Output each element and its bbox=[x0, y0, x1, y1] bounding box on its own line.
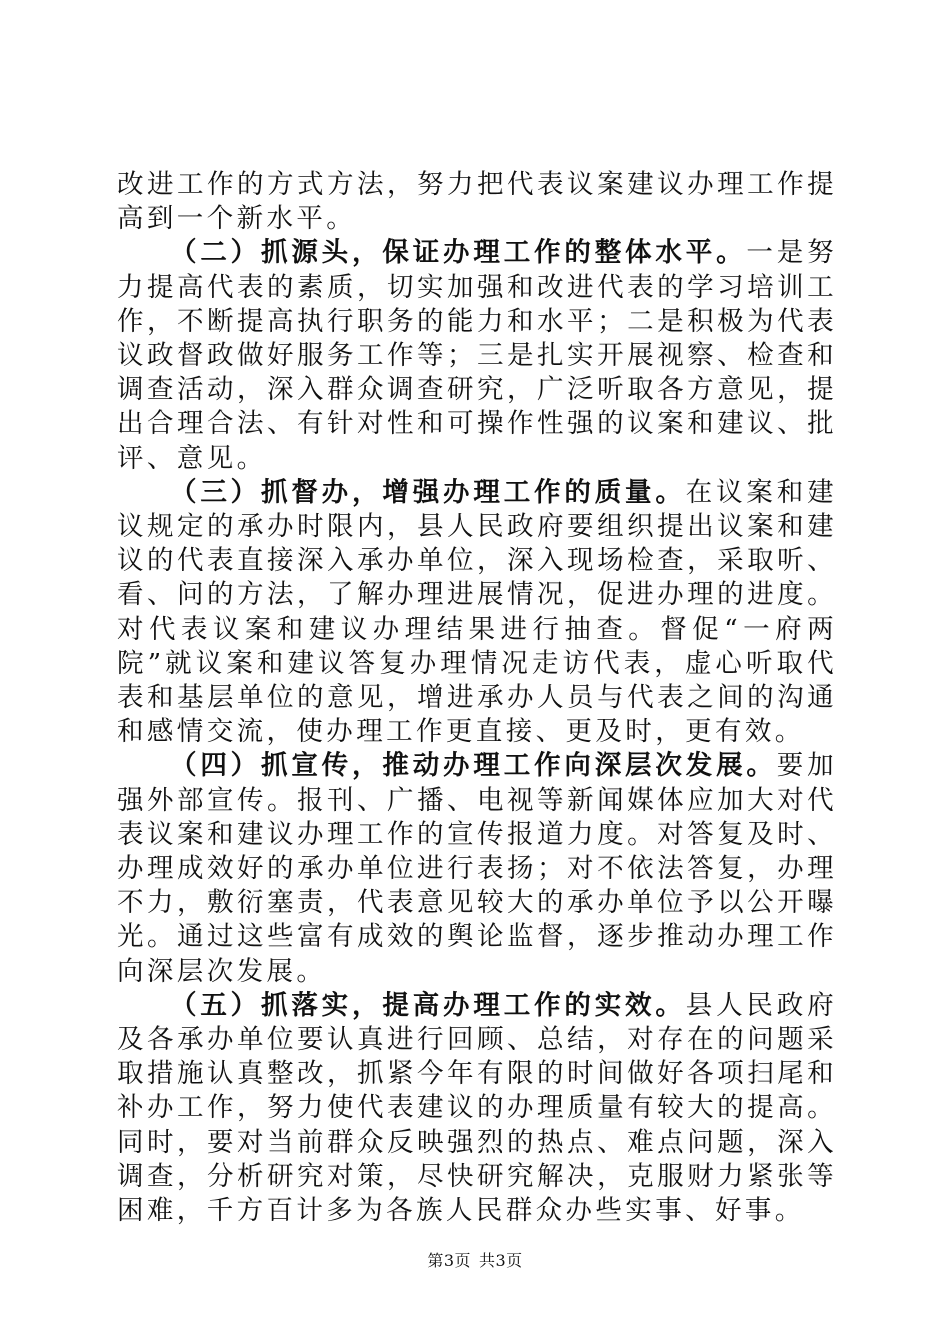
paragraph-text: 要加强外部宣传。报刊、广播、电视等新闻媒体应加大对代表议案和建议办理工作的宣传报道力度。对答复及时、办理成效好的承办单位进行表扬；对不依法答复，办理不力，敷衍塞责，代表意见较大的承办单位予以公开曝光。通过这些富有成效的舆论监督，逐步推动办理工作向深层次发展。 bbox=[117, 750, 837, 987]
paragraph-text: 县人民政府及各承办单位要认真进行回顾、总结，对存在的问题采取措施认真整改，抓紧今年有限的时间做好各项扫尾和补办工作，努力使代表建议的办理质量有较大的提高。同时，要对当前群众反映强烈的热点、难点问题，深入调查，分析研究对策，尽快研究解决，克服财力紧张等困难，千方百计多为各族人民群众办些实事、好事。 bbox=[117, 989, 837, 1227]
paragraph-section-3 bbox=[117, 476, 837, 750]
document-body bbox=[117, 168, 837, 1228]
section-heading: （五）抓落实，提高办理工作的实效。 bbox=[170, 989, 686, 1021]
paragraph-section-2 bbox=[117, 236, 837, 475]
page-number: 第3页 bbox=[427, 1251, 471, 1270]
paragraph-section-5 bbox=[117, 989, 837, 1228]
page-total: 共3页 bbox=[479, 1251, 523, 1270]
paragraph-section-4 bbox=[117, 749, 837, 988]
page-footer bbox=[0, 1248, 950, 1271]
section-heading: （四）抓宣传，推动办理工作向深层次发展。 bbox=[170, 750, 777, 782]
section-heading: （二）抓源头，保证办理工作的整体水平。 bbox=[170, 237, 747, 269]
section-heading: （三）抓督办，增强办理工作的质量。 bbox=[170, 476, 686, 508]
paragraph-text: 在议案和建议规定的承办时限内，县人民政府要组织提出议案和建议的代表直接深入承办单位，深入现场检查，采取听、看、问的方法，了解办理进展情况，促进办理的进度。对代表议案和建议办理结果进行抽查。督促“一府两院”就议案和建议答复办理情况走访代表，虚心听取代表和基层单位的意见，增进承办人员与代表之间的沟通和感情交流，使办理工作更直接、更及时，更有效。 bbox=[117, 476, 837, 748]
paragraph-continuation bbox=[117, 168, 837, 236]
paragraph-text: 一是努力提高代表的素质，切实加强和改进代表的学习培训工作，不断提高执行职务的能力和水平；二是积极为代表议政督政做好服务工作等；三是扎实开展视察、检查和调查活动，深入群众调查研究，广泛听取各方意见，提出合理合法、有针对性和可操作性强的议案和建议、批评、意见。 bbox=[117, 237, 837, 474]
paragraph-text: 改进工作的方式方法，努力把代表议案建议办理工作提高到一个新水平。 bbox=[117, 169, 837, 235]
